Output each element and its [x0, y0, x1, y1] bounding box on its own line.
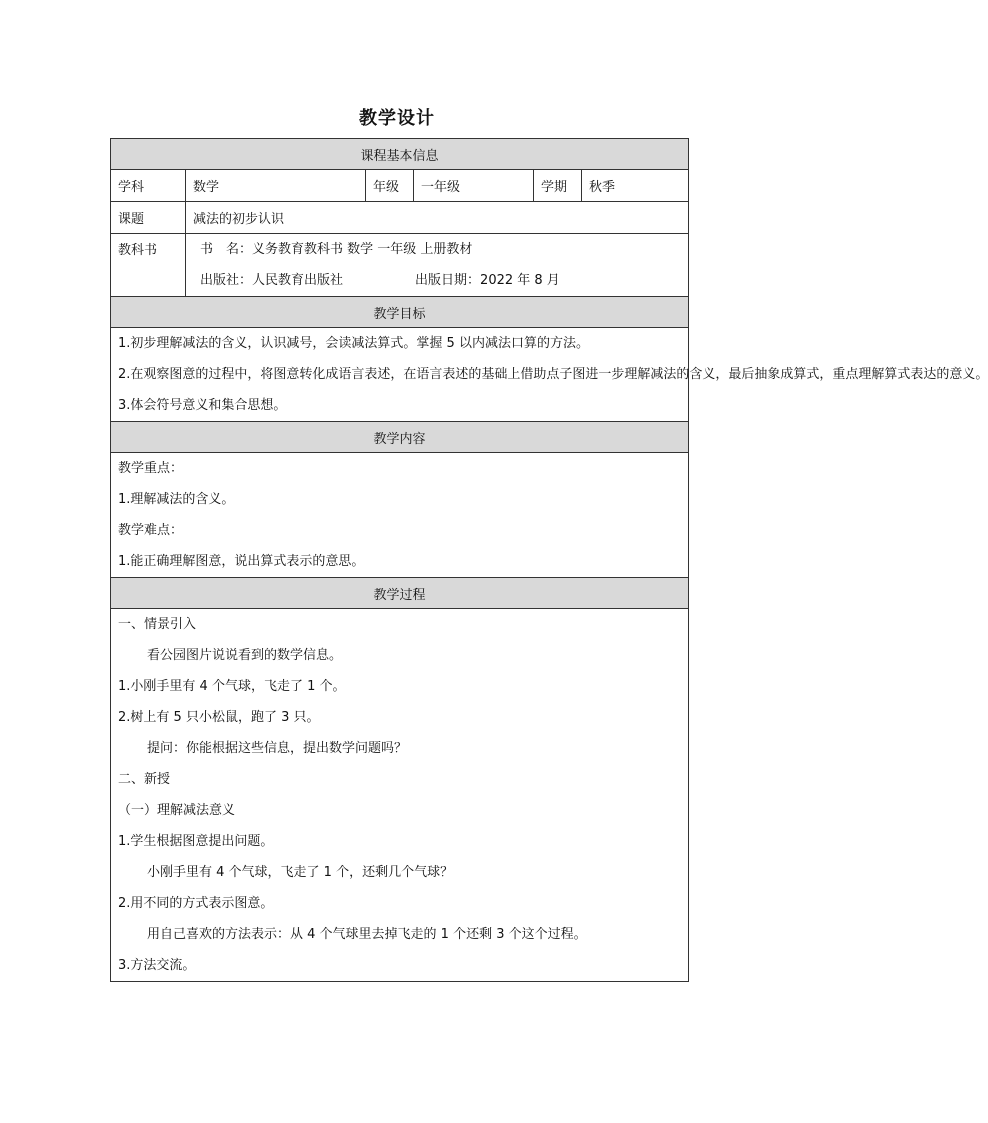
basic-info-header: 课程基本信息 [111, 139, 689, 170]
process-header-row [111, 578, 689, 609]
process-line: 看公园图片说说看到的数学信息。 [147, 648, 343, 663]
book-name-line [193, 234, 681, 265]
textbook-row [111, 234, 689, 297]
publisher-line [193, 265, 681, 296]
grade-value: 一年级 [414, 170, 534, 202]
goal-item: 1.初步理解减法的含义，认识减号，会读减法算式。掌握 5 以内减法口算的方法。 [118, 336, 589, 351]
publish-date-value: 2022 年 8 月 [480, 273, 560, 288]
subject-label: 学科 [111, 170, 186, 202]
publisher-value: 人民教育出版社 [252, 273, 344, 288]
book-name-value: 义务教育教科书 数学 一年级 上册教材 [252, 242, 473, 257]
basic-info-header-row [111, 139, 689, 170]
difficulty-label: 教学难点： [118, 523, 184, 538]
content-header: 教学内容 [111, 422, 689, 453]
subject-row [111, 170, 689, 202]
goal-item: 2.在观察图意的过程中，将图意转化成语言表述，在语言表述的基础上借助点子图进一步理解减法的含义，最后抽象成算式，重点理解算式表达的意义。 [118, 367, 988, 382]
content-row [111, 453, 689, 578]
section-heading: 二、新授 [118, 772, 171, 787]
goals-content [111, 328, 988, 422]
key-points-label: 教学重点： [118, 461, 184, 476]
document-title: 教学设计 [359, 108, 435, 129]
topic-label: 课题 [111, 202, 186, 234]
process-line: 1.学生根据图意提出问题。 [118, 834, 274, 849]
section-heading: 一、情景引入 [118, 617, 197, 632]
process-header: 教学过程 [111, 578, 689, 609]
process-line: 2.树上有 5 只小松鼠，跑了 3 只。 [118, 710, 320, 725]
process-line: 2.用不同的方式表示图意。 [118, 896, 274, 911]
term-label: 学期 [534, 170, 582, 202]
process-line: 用自己喜欢的方法表示：从 4 个气球里去掉飞走的 1 个还剩 3 个这个过程。 [147, 927, 587, 942]
subsection-heading: （一）理解减法意义 [118, 803, 236, 818]
process-row [111, 609, 689, 982]
key-point-item: 1.理解减法的含义。 [118, 492, 235, 507]
textbook-details [186, 234, 689, 297]
content-body [111, 453, 689, 578]
process-line: 小刚手里有 4 个气球，飞走了 1 个，还剩几个气球？ [147, 865, 454, 880]
topic-row [111, 202, 689, 234]
term-value: 秋季 [582, 170, 689, 202]
lesson-plan-table [110, 138, 988, 982]
grade-label: 年级 [366, 170, 414, 202]
goals-header: 教学目标 [111, 297, 689, 328]
topic-value: 减法的初步认识 [186, 202, 689, 234]
subject-value: 数学 [186, 170, 366, 202]
publisher-label: 出版社： [200, 273, 253, 288]
book-name-label: 书 名： [200, 242, 253, 257]
goal-item: 3.体会符号意义和集合思想。 [118, 398, 287, 413]
process-line: 3.方法交流。 [118, 958, 196, 973]
goals-header-row [111, 297, 689, 328]
publish-date-label: 出版日期： [415, 273, 481, 288]
textbook-label: 教科书 [111, 234, 186, 297]
process-line: 1.小刚手里有 4 个气球，飞走了 1 个。 [118, 679, 346, 694]
difficulty-item: 1.能正确理解图意，说出算式表示的意思。 [118, 554, 365, 569]
process-body [111, 609, 689, 982]
process-line: 提问：你能根据这些信息，提出数学问题吗？ [147, 741, 408, 756]
content-header-row [111, 422, 689, 453]
goals-row [111, 328, 689, 422]
